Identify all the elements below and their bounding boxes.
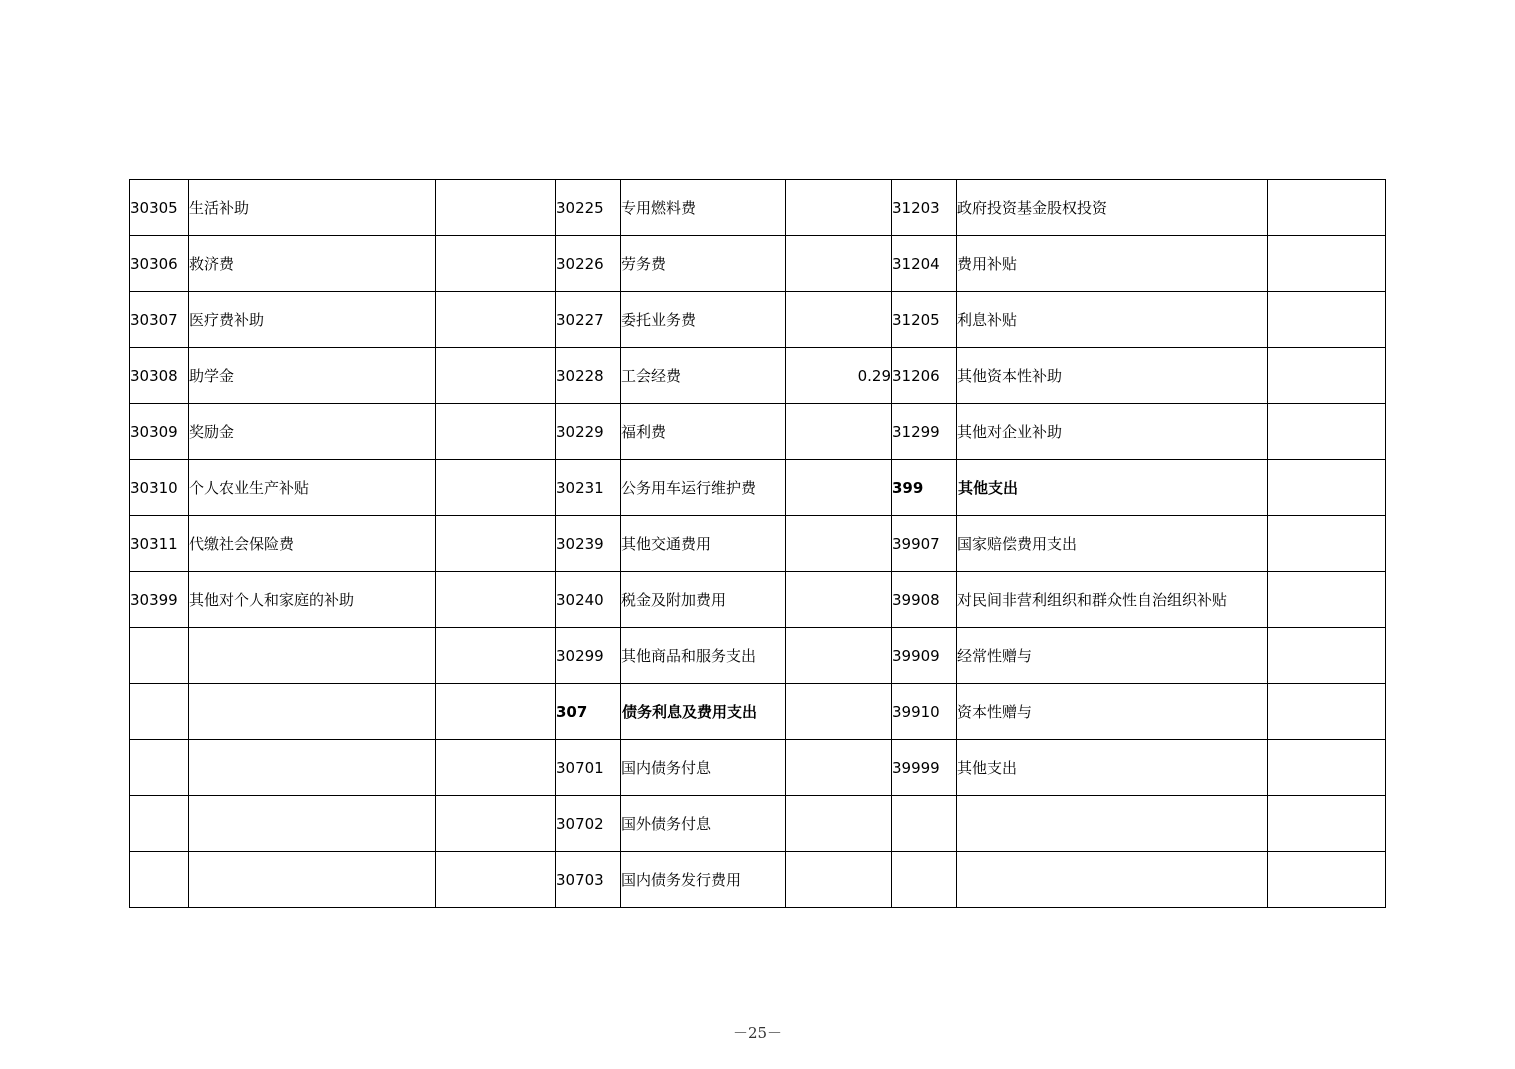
cell-name-2: 国内债务发行费用 bbox=[621, 852, 786, 908]
cell-name-3: 费用补贴 bbox=[957, 236, 1268, 292]
cell-code-2: 30225 bbox=[556, 180, 621, 236]
cell-name-2: 其他商品和服务支出 bbox=[621, 628, 786, 684]
cell-name-3: 政府投资基金股权投资 bbox=[957, 180, 1268, 236]
cell-val-1 bbox=[436, 236, 556, 292]
cell-name-2: 国外债务付息 bbox=[621, 796, 786, 852]
cell-name-2: 债务利息及费用支出 bbox=[621, 684, 786, 740]
cell-code-3: 39910 bbox=[892, 684, 957, 740]
cell-name-1 bbox=[189, 628, 436, 684]
cell-val-2: 0.29 bbox=[786, 348, 892, 404]
cell-val-1 bbox=[436, 516, 556, 572]
cell-name-1: 生活补助 bbox=[189, 180, 436, 236]
cell-code-3: 31205 bbox=[892, 292, 957, 348]
cell-name-1: 医疗费补助 bbox=[189, 292, 436, 348]
cell-name-1 bbox=[189, 852, 436, 908]
table-row bbox=[130, 852, 1386, 908]
cell-code-3: 39909 bbox=[892, 628, 957, 684]
cell-code-3: 31299 bbox=[892, 404, 957, 460]
table-row bbox=[130, 572, 1386, 628]
cell-val-1 bbox=[436, 684, 556, 740]
cell-name-1 bbox=[189, 740, 436, 796]
cell-val-3 bbox=[1268, 796, 1386, 852]
cell-code-3: 31203 bbox=[892, 180, 957, 236]
cell-code-3 bbox=[892, 852, 957, 908]
cell-name-1: 代缴社会保险费 bbox=[189, 516, 436, 572]
cell-code-2: 30299 bbox=[556, 628, 621, 684]
cell-val-3 bbox=[1268, 404, 1386, 460]
cell-code-1: 30309 bbox=[130, 404, 189, 460]
table-row bbox=[130, 180, 1386, 236]
cell-name-1: 个人农业生产补贴 bbox=[189, 460, 436, 516]
table-row bbox=[130, 236, 1386, 292]
cell-val-3 bbox=[1268, 572, 1386, 628]
cell-code-1: 30307 bbox=[130, 292, 189, 348]
cell-name-1: 救济费 bbox=[189, 236, 436, 292]
cell-val-3 bbox=[1268, 740, 1386, 796]
cell-code-3: 39908 bbox=[892, 572, 957, 628]
cell-name-1 bbox=[189, 684, 436, 740]
cell-name-3: 经常性赠与 bbox=[957, 628, 1268, 684]
page-number: －25－ bbox=[732, 1024, 783, 1042]
cell-val-2 bbox=[786, 236, 892, 292]
cell-code-2: 30227 bbox=[556, 292, 621, 348]
cell-name-2: 国内债务付息 bbox=[621, 740, 786, 796]
cell-code-3: 399 bbox=[892, 460, 957, 516]
cell-code-2: 30228 bbox=[556, 348, 621, 404]
cell-name-3: 其他支出 bbox=[957, 740, 1268, 796]
cell-val-3 bbox=[1268, 516, 1386, 572]
cell-val-3 bbox=[1268, 460, 1386, 516]
cell-code-1: 30310 bbox=[130, 460, 189, 516]
cell-val-2 bbox=[786, 572, 892, 628]
cell-val-1 bbox=[436, 404, 556, 460]
cell-name-1: 其他对个人和家庭的补助 bbox=[189, 572, 436, 628]
cell-code-1 bbox=[130, 628, 189, 684]
table-row bbox=[130, 404, 1386, 460]
cell-val-1 bbox=[436, 740, 556, 796]
cell-val-3 bbox=[1268, 348, 1386, 404]
cell-val-2 bbox=[786, 292, 892, 348]
table-row bbox=[130, 348, 1386, 404]
cell-code-1: 30308 bbox=[130, 348, 189, 404]
cell-name-2: 劳务费 bbox=[621, 236, 786, 292]
table-row bbox=[130, 516, 1386, 572]
cell-val-2 bbox=[786, 628, 892, 684]
cell-val-2 bbox=[786, 460, 892, 516]
cell-code-3: 39907 bbox=[892, 516, 957, 572]
cell-val-2 bbox=[786, 740, 892, 796]
cell-val-1 bbox=[436, 852, 556, 908]
table-row bbox=[130, 740, 1386, 796]
cell-code-3: 39999 bbox=[892, 740, 957, 796]
cell-val-1 bbox=[436, 460, 556, 516]
cell-val-2 bbox=[786, 404, 892, 460]
cell-code-3: 31204 bbox=[892, 236, 957, 292]
cell-code-1 bbox=[130, 740, 189, 796]
cell-code-3: 31206 bbox=[892, 348, 957, 404]
cell-val-1 bbox=[436, 628, 556, 684]
table-row bbox=[130, 628, 1386, 684]
cell-name-3: 其他对企业补助 bbox=[957, 404, 1268, 460]
cell-name-2: 其他交通费用 bbox=[621, 516, 786, 572]
cell-val-3 bbox=[1268, 852, 1386, 908]
cell-code-1: 30399 bbox=[130, 572, 189, 628]
cell-val-3 bbox=[1268, 236, 1386, 292]
cell-code-2: 30231 bbox=[556, 460, 621, 516]
cell-code-2: 30240 bbox=[556, 572, 621, 628]
cell-code-1: 30305 bbox=[130, 180, 189, 236]
cell-name-3 bbox=[957, 796, 1268, 852]
cell-name-1: 助学金 bbox=[189, 348, 436, 404]
cell-name-3: 利息补贴 bbox=[957, 292, 1268, 348]
cell-code-2: 30702 bbox=[556, 796, 621, 852]
cell-val-3 bbox=[1268, 684, 1386, 740]
cell-name-3: 其他资本性补助 bbox=[957, 348, 1268, 404]
cell-val-1 bbox=[436, 348, 556, 404]
cell-val-2 bbox=[786, 852, 892, 908]
cell-name-2: 税金及附加费用 bbox=[621, 572, 786, 628]
cell-code-1 bbox=[130, 796, 189, 852]
cell-name-1: 奖励金 bbox=[189, 404, 436, 460]
cell-val-3 bbox=[1268, 292, 1386, 348]
cell-code-2: 307 bbox=[556, 684, 621, 740]
cell-code-1 bbox=[130, 852, 189, 908]
cell-code-1: 30306 bbox=[130, 236, 189, 292]
table-row bbox=[130, 684, 1386, 740]
cell-val-2 bbox=[786, 684, 892, 740]
cell-name-2: 专用燃料费 bbox=[621, 180, 786, 236]
cell-name-3: 资本性赠与 bbox=[957, 684, 1268, 740]
cell-name-1 bbox=[189, 796, 436, 852]
cell-code-1 bbox=[130, 684, 189, 740]
cell-name-2: 工会经费 bbox=[621, 348, 786, 404]
cell-code-2: 30701 bbox=[556, 740, 621, 796]
cell-code-1: 30311 bbox=[130, 516, 189, 572]
cell-code-2: 30229 bbox=[556, 404, 621, 460]
cell-val-1 bbox=[436, 180, 556, 236]
cell-name-3: 对民间非营利组织和群众性自治组织补贴 bbox=[957, 572, 1268, 628]
cell-name-2: 委托业务费 bbox=[621, 292, 786, 348]
cell-name-2: 福利费 bbox=[621, 404, 786, 460]
cell-code-2: 30703 bbox=[556, 852, 621, 908]
cell-name-3 bbox=[957, 852, 1268, 908]
cell-val-2 bbox=[786, 516, 892, 572]
table-row bbox=[130, 796, 1386, 852]
cell-val-1 bbox=[436, 292, 556, 348]
cell-val-3 bbox=[1268, 180, 1386, 236]
cell-name-2: 公务用车运行维护费 bbox=[621, 460, 786, 516]
cell-val-1 bbox=[436, 796, 556, 852]
cell-val-2 bbox=[786, 796, 892, 852]
cell-name-3: 其他支出 bbox=[957, 460, 1268, 516]
cell-code-3 bbox=[892, 796, 957, 852]
cell-val-2 bbox=[786, 180, 892, 236]
cell-name-3: 国家赔偿费用支出 bbox=[957, 516, 1268, 572]
table-row bbox=[130, 460, 1386, 516]
cell-val-1 bbox=[436, 572, 556, 628]
table-row bbox=[130, 292, 1386, 348]
cell-code-2: 30239 bbox=[556, 516, 621, 572]
expenditure-table bbox=[129, 179, 1386, 908]
cell-code-2: 30226 bbox=[556, 236, 621, 292]
cell-val-3 bbox=[1268, 628, 1386, 684]
